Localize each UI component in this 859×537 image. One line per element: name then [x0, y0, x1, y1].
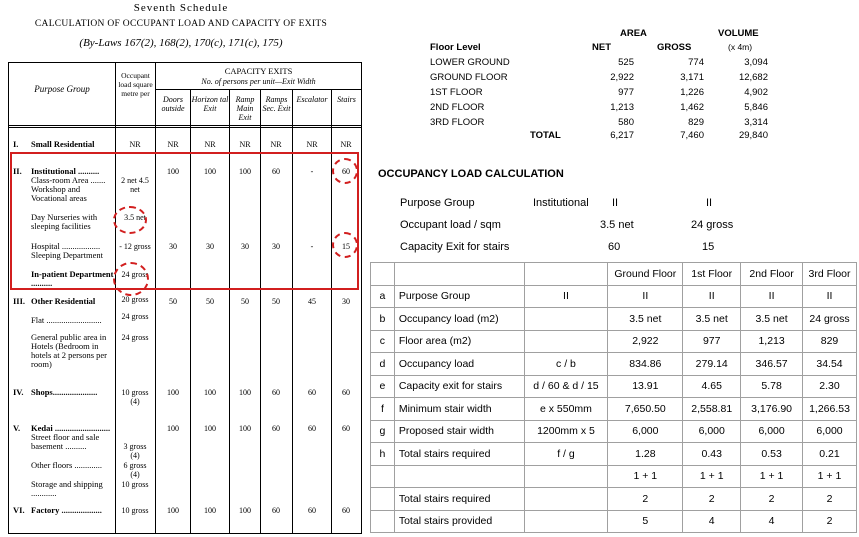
occupancy-title: OCCUPANCY LOAD CALCULATION — [378, 168, 564, 180]
group-2-val: - — [310, 167, 314, 176]
area-net: 2,922 — [610, 72, 634, 83]
group-3-sub-2-occ: 24 gross — [121, 333, 149, 342]
table-cell: 4.65 — [683, 375, 741, 398]
header-cell: 1st Floor — [683, 263, 741, 286]
group-4-num: IV. — [13, 387, 24, 397]
table-row — [371, 308, 857, 331]
group-4-occ: 10 gross (4) — [121, 388, 149, 406]
group-2-name: Institutional .......... — [31, 166, 100, 176]
table-cell: 3.5 net — [741, 308, 803, 331]
row-formula: c / b — [524, 353, 608, 376]
schedule-title: Seventh Schedule — [133, 2, 229, 14]
table-row — [371, 330, 857, 353]
table-cell: 2 — [803, 488, 857, 511]
col-net: NET — [592, 42, 611, 53]
group-3-occ: 20 gross — [121, 295, 149, 304]
area-vol: 3,094 — [744, 57, 768, 68]
group-5-name: Kedai .......................... — [31, 423, 111, 433]
header-col-ramp-sec: Ramps Sec. Exit — [262, 95, 291, 113]
row-label: Total stairs required — [394, 488, 524, 511]
occupancy-calc-table — [370, 262, 857, 533]
group-2-val: 100 — [167, 167, 179, 176]
table-cell: 2 — [608, 488, 683, 511]
table-cell: 24 gross — [803, 308, 857, 331]
table-cell: 1 + 1 — [683, 465, 741, 488]
group-3-sub-1-occ: 24 gross — [121, 312, 149, 321]
total-label: TOTAL — [530, 130, 561, 141]
row-label: Total stairs required — [394, 443, 524, 466]
row-formula: d / 60 & d / 15 — [524, 375, 608, 398]
table-cell: II — [803, 285, 857, 308]
param-value: 60 — [608, 241, 621, 253]
group-2-val2: 30 — [206, 242, 214, 251]
group-4-val: 100 — [239, 388, 251, 397]
group-3-val: 50 — [241, 297, 249, 306]
stairs-60-circle — [332, 158, 358, 184]
param-value: II — [612, 197, 619, 209]
header-cell: 2nd Floor — [741, 263, 803, 286]
area-floor: 1ST FLOOR — [430, 87, 483, 98]
header-cell — [524, 263, 608, 286]
table-row — [371, 285, 857, 308]
group-4-name: Shops..................... — [31, 387, 98, 397]
group-5-sub-3: Storage and shipping ............ — [31, 479, 103, 498]
table-cell: 3.5 net — [608, 308, 683, 331]
table-cell: II — [683, 285, 741, 308]
param-label: Capacity Exit for stairs — [400, 241, 510, 253]
area-gross: 1,462 — [680, 102, 704, 113]
table-cell: 34.54 — [803, 353, 857, 376]
row-letter: h — [371, 443, 395, 466]
group-5-val: 100 — [204, 424, 216, 433]
area-net: 1,213 — [610, 102, 634, 113]
header-col-ramp-main: Ramp Main Exit — [235, 95, 255, 122]
group-3-num: III. — [13, 296, 26, 306]
area-row — [430, 87, 850, 101]
header-purpose-group: Purpose Group — [34, 84, 90, 94]
group-2-sub-1-occ: 2 net 4.5 net — [121, 176, 149, 194]
group-2-val: 60 — [342, 167, 350, 176]
table-row — [371, 510, 857, 533]
table-row — [371, 375, 857, 398]
area-floor: LOWER GROUND — [430, 57, 510, 68]
group-6-val: 100 — [167, 506, 179, 515]
row-letter: e — [371, 375, 395, 398]
table-cell: 0.21 — [803, 443, 857, 466]
area-gross: 774 — [688, 57, 704, 68]
header-col-horizontal: Horizon tal Exit — [191, 95, 229, 113]
row-formula: II — [524, 285, 608, 308]
schedule-bylaws: (By-Laws 167(2), 168(2), 170(c), 171(c), 175) — [79, 37, 283, 49]
table-cell: II — [608, 285, 683, 308]
schedule-subtitle: CALCULATION OF OCCUPANT LOAD AND CAPACITY OF EXITS — [34, 19, 328, 29]
head-volume: VOLUME — [718, 28, 759, 39]
area-gross: 1,226 — [680, 87, 704, 98]
group-5-sub-1-occ: 3 gross (4) — [123, 442, 147, 460]
row-letter: a — [371, 285, 395, 308]
area-vol: 3,314 — [744, 117, 768, 128]
group-5-val: 60 — [272, 424, 280, 433]
group-1-val: NR — [204, 140, 216, 149]
group-5-sub-3-occ: 10 gross — [121, 480, 149, 489]
col-gross: GROSS — [657, 42, 692, 53]
table-cell: 5 — [608, 510, 683, 533]
table-cell: 5.78 — [741, 375, 803, 398]
group-1-val: NR — [239, 140, 251, 149]
group-2-val2: 15 — [342, 242, 350, 251]
row-formula: e x 550mm — [524, 398, 608, 421]
group-4-val: 60 — [342, 388, 350, 397]
group-1-val: NR — [270, 140, 282, 149]
row-letter — [371, 488, 395, 511]
table-cell: 4 — [741, 510, 803, 533]
table-row — [371, 443, 857, 466]
row-letter: c — [371, 330, 395, 353]
header-col-escalator: Escalator — [296, 95, 328, 104]
table-row — [371, 353, 857, 376]
table-cell: 6,000 — [683, 420, 741, 443]
area-net: 525 — [618, 57, 634, 68]
institutional-highlight-box — [10, 152, 359, 290]
group-6-val: 60 — [272, 506, 280, 515]
group-2-val: 100 — [239, 167, 251, 176]
row-letter: d — [371, 353, 395, 376]
area-row — [430, 72, 850, 86]
row-formula: f / g — [524, 443, 608, 466]
row-label — [394, 465, 524, 488]
group-2-sub-4: In-patient Department .......... — [31, 269, 114, 288]
group-6-name: Factory ................... — [31, 505, 102, 515]
header-col-stairs: Stairs — [337, 95, 356, 104]
table-cell: 13.91 — [608, 375, 683, 398]
group-1-num: I. — [13, 139, 19, 149]
group-1-val: NR — [340, 140, 352, 149]
occupant-3.5-circle — [113, 206, 147, 234]
group-5-sub-2: Other floors ............. — [31, 460, 103, 470]
group-3-sub-1: Flat .......................... — [31, 315, 102, 325]
table-cell: 2,922 — [608, 330, 683, 353]
header-occupant-load: Occupant load square metre per — [118, 71, 153, 98]
table-cell: 1.28 — [608, 443, 683, 466]
param-value: Institutional — [533, 197, 589, 209]
area-row — [430, 117, 850, 131]
table-cell: 2 — [803, 510, 857, 533]
table-cell: II — [741, 285, 803, 308]
header-capacity-exits: CAPACITY EXITS — [224, 66, 293, 76]
group-5-val: 60 — [342, 424, 350, 433]
group-3-sub-2: General public area in Hotels (Bedroom in hotels at 2 persons per room) — [31, 332, 108, 369]
area-gross: 3,171 — [680, 72, 704, 83]
total-gross: 7,460 — [680, 130, 704, 141]
area-row — [430, 102, 850, 116]
group-6-val: 60 — [308, 506, 316, 515]
area-gross: 829 — [688, 117, 704, 128]
total-vol: 29,840 — [738, 130, 768, 141]
param-value: II — [706, 197, 713, 209]
group-2-sub-3-occ: - 12 gross — [119, 242, 151, 251]
area-row — [430, 57, 850, 71]
area-floor: 2ND FLOOR — [430, 102, 485, 113]
group-5-num: V. — [13, 423, 21, 433]
table-cell: 0.53 — [741, 443, 803, 466]
table-cell: 2,558.81 — [683, 398, 741, 421]
group-2-num: II. — [13, 166, 22, 176]
param-value: 3.5 net — [600, 219, 634, 231]
header-col-doors: Doors outside — [161, 95, 185, 113]
table-cell: 2 — [683, 488, 741, 511]
table-cell: 2.30 — [803, 375, 857, 398]
group-6-num: VI. — [13, 505, 25, 515]
header-cell — [371, 263, 395, 286]
group-2-val2: 30 — [241, 242, 249, 251]
group-2-val: 60 — [272, 167, 280, 176]
group-6-val: 60 — [342, 506, 350, 515]
table-row — [371, 398, 857, 421]
area-vol: 5,846 — [744, 102, 768, 113]
table-cell: 1 + 1 — [741, 465, 803, 488]
table-cell: 1,266.53 — [803, 398, 857, 421]
row-formula — [524, 510, 608, 533]
area-vol: 12,682 — [738, 72, 768, 83]
area-total-row — [430, 130, 850, 144]
table-row — [371, 420, 857, 443]
param-label: Occupant load / sqm — [400, 219, 501, 231]
group-6-occ: 10 gross — [121, 506, 149, 515]
param-value: 24 gross — [691, 219, 734, 231]
table-cell: 4 — [683, 510, 741, 533]
param-label: Purpose Group — [400, 197, 475, 209]
area-net: 580 — [618, 117, 634, 128]
row-label: Capacity exit for stairs — [394, 375, 524, 398]
row-letter — [371, 465, 395, 488]
area-floor: GROUND FLOOR — [430, 72, 508, 83]
table-cell: 6,000 — [608, 420, 683, 443]
table-cell: 977 — [683, 330, 741, 353]
row-label: Occupancy load — [394, 353, 524, 376]
group-2-sub-1: Class-room Area ....... Workshop and Vocational areas — [31, 175, 106, 203]
group-2-val2: - — [310, 242, 314, 251]
group-2-sub-3: Hospital .................. Sleeping Department — [31, 241, 103, 260]
table-cell: 7,650.50 — [608, 398, 683, 421]
row-letter: f — [371, 398, 395, 421]
header-cell: Ground Floor — [608, 263, 683, 286]
table-row — [371, 465, 857, 488]
row-label: Minimum stair width — [394, 398, 524, 421]
group-2-val2: 30 — [169, 242, 177, 251]
stairs-15-circle — [332, 232, 358, 258]
area-floor: 3RD FLOOR — [430, 117, 485, 128]
group-5-val: 100 — [239, 424, 251, 433]
row-formula — [524, 308, 608, 331]
group-5-sub-1: Street floor and sale basement .......... — [31, 432, 100, 451]
row-formula — [524, 330, 608, 353]
group-1-val: NR — [167, 140, 179, 149]
group-6-val: 100 — [204, 506, 216, 515]
row-formula: 1200mm x 5 — [524, 420, 608, 443]
group-5-sub-2-occ: 6 gross (4) — [123, 461, 147, 479]
col-floor-level: Floor Level — [430, 42, 481, 53]
area-net: 977 — [618, 87, 634, 98]
group-6-val: 100 — [239, 506, 251, 515]
table-cell: 6,000 — [741, 420, 803, 443]
header-cell: 3rd Floor — [803, 263, 857, 286]
occupant-24-circle — [113, 262, 149, 296]
header-cell — [394, 263, 524, 286]
table-cell: 6,000 — [803, 420, 857, 443]
row-label: Floor area (m2) — [394, 330, 524, 353]
group-3-name: Other Residential — [31, 296, 96, 306]
table-row — [371, 488, 857, 511]
group-2-val: 100 — [204, 167, 216, 176]
param-value: 15 — [702, 241, 715, 253]
table-cell: 346.57 — [741, 353, 803, 376]
col-unit: (x 4m) — [728, 42, 753, 52]
row-label: Proposed stair width — [394, 420, 524, 443]
table-cell: 279.14 — [683, 353, 741, 376]
group-1-occ: NR — [129, 140, 141, 149]
row-label: Purpose Group — [394, 285, 524, 308]
group-5-val: 60 — [308, 424, 316, 433]
group-3-val: 50 — [272, 297, 280, 306]
total-net: 6,217 — [610, 130, 634, 141]
head-area: AREA — [620, 28, 647, 39]
table-header-row — [371, 263, 857, 286]
table-cell: 834.86 — [608, 353, 683, 376]
group-2-sub-4-occ: 24 gross — [121, 270, 149, 279]
group-4-val: 60 — [308, 388, 316, 397]
row-formula — [524, 465, 608, 488]
table-cell: 1,213 — [741, 330, 803, 353]
group-2-val2: 30 — [272, 242, 280, 251]
group-3-val: 30 — [342, 297, 350, 306]
table-cell: 0.43 — [683, 443, 741, 466]
row-letter — [371, 510, 395, 533]
group-4-val: 100 — [204, 388, 216, 397]
group-1-val: NR — [306, 140, 318, 149]
group-4-val: 100 — [167, 388, 179, 397]
table-cell: 3,176.90 — [741, 398, 803, 421]
table-cell: 1 + 1 — [803, 465, 857, 488]
group-3-val: 45 — [308, 297, 316, 306]
group-5-val: 100 — [167, 424, 179, 433]
schedule-table — [8, 62, 362, 534]
table-cell: 829 — [803, 330, 857, 353]
table-cell: 1 + 1 — [608, 465, 683, 488]
seventh-schedule — [0, 0, 362, 537]
row-formula — [524, 488, 608, 511]
row-letter: b — [371, 308, 395, 331]
group-2-sub-2: Day Nurseries with sleeping facilities — [31, 212, 98, 231]
table-cell: 2 — [741, 488, 803, 511]
row-letter: g — [371, 420, 395, 443]
group-3-val: 50 — [206, 297, 214, 306]
group-2-sub-2-occ: 3.5 net — [124, 213, 146, 222]
table-cell: 3.5 net — [683, 308, 741, 331]
group-4-val: 60 — [272, 388, 280, 397]
group-1-name: Small Residential — [31, 139, 95, 149]
group-3-val: 50 — [169, 297, 177, 306]
row-label: Occupancy load (m2) — [394, 308, 524, 331]
header-capacity-sub: No. of persons per unit—Exit Width — [201, 77, 316, 86]
row-label: Total stairs provided — [394, 510, 524, 533]
area-vol: 4,902 — [744, 87, 768, 98]
